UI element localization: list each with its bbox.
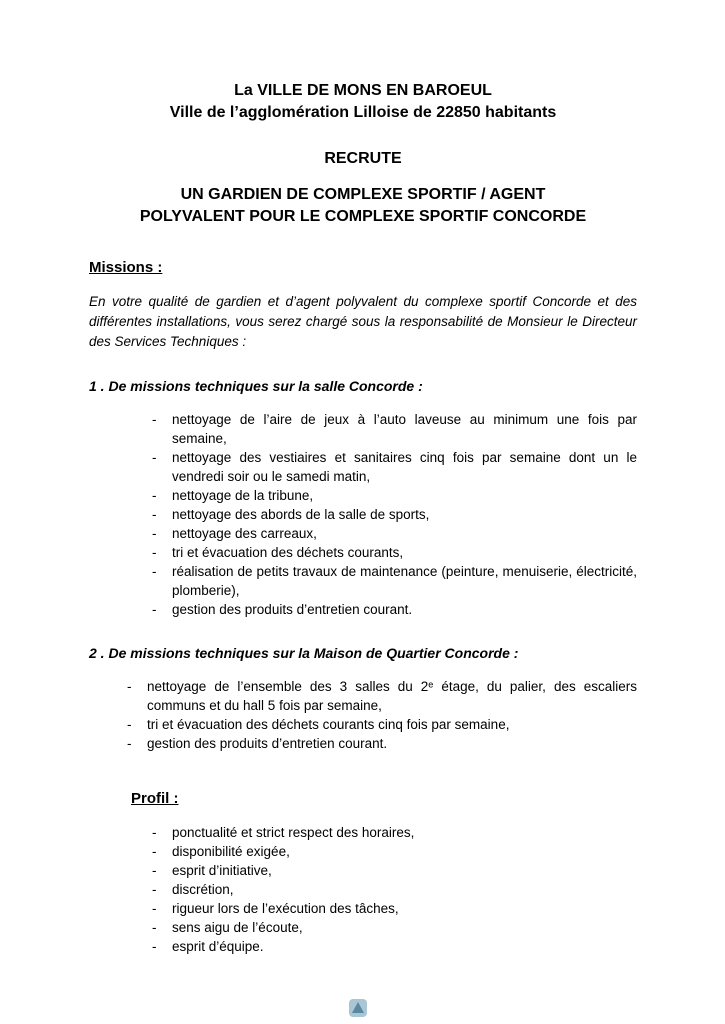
- list-item: [127, 677, 637, 715]
- profil-heading-text: Profil :: [131, 790, 179, 807]
- list-item-text: ponctualité et strict respect des horaires,: [172, 825, 415, 840]
- list-item-text: tri et évacuation des déchets courants cinq fois par semaine,: [147, 717, 510, 732]
- position-title-line1: UN GARDIEN DE COMPLEXE SPORTIF / AGENT: [180, 186, 546, 203]
- org-title: La VILLE DE MONS EN BAROEUL: [234, 82, 492, 99]
- missions-heading: [89, 258, 637, 278]
- list-item-text: réalisation de petits travaux de maintenance (peinture, menuiserie, électricité, plomberie),: [172, 564, 637, 598]
- dash-marker: -: [152, 602, 157, 617]
- list-item: [152, 410, 637, 448]
- dash-marker: -: [152, 507, 157, 522]
- list-item-text: sens aigu de l’écoute,: [172, 920, 303, 935]
- list-item: [152, 448, 637, 486]
- list-item-text: tri et évacuation des déchets courants,: [172, 545, 404, 560]
- profil-heading: [131, 789, 637, 809]
- missions-intro-paragraph: En votre qualité de gardien et d’agent polyvalent du complexe sportif Concorde et des différentes installations, vous serez chargé sous la responsabilité de Monsieur le Directeur des Services Techniques :: [89, 294, 637, 349]
- section1-title: 1 . De missions techniques sur la salle Concorde :: [89, 378, 423, 394]
- section1-list: [152, 410, 637, 619]
- list-item: [152, 842, 637, 861]
- list-item: [152, 918, 637, 937]
- list-item: [127, 715, 637, 734]
- missions-heading-text: Missions :: [89, 259, 163, 276]
- list-item: [127, 734, 637, 753]
- list-item: [152, 543, 637, 562]
- dash-marker: -: [152, 844, 157, 859]
- section2-list: [127, 677, 637, 753]
- dash-marker: -: [152, 526, 157, 541]
- document-header: [89, 80, 637, 228]
- list-item-text: nettoyage de l’ensemble des 3 salles du 2ᵉ étage, du palier, des escaliers communs et du hall 5 fois par semaine,: [147, 679, 637, 713]
- dash-marker: -: [127, 717, 132, 732]
- dash-marker: -: [152, 825, 157, 840]
- dash-marker: -: [152, 545, 157, 560]
- list-item-text: esprit d’équipe.: [172, 939, 264, 954]
- list-item-text: discrétion,: [172, 882, 234, 897]
- position-title: [89, 184, 637, 228]
- list-item-text: nettoyage des carreaux,: [172, 526, 317, 541]
- org-subtitle: Ville de l’agglomération Lilloise de 22850 habitants: [169, 104, 557, 121]
- profil-list: [152, 823, 637, 956]
- dash-marker: -: [152, 450, 157, 465]
- list-item: [152, 486, 637, 505]
- dash-marker: -: [127, 679, 132, 694]
- list-item: [152, 505, 637, 524]
- list-item-text: nettoyage de la tribune,: [172, 488, 314, 503]
- list-item-text: disponibilité exigée,: [172, 844, 290, 859]
- dash-marker: -: [152, 901, 157, 916]
- position-title-line2: POLYVALENT POUR LE COMPLEXE SPORTIF CONCORDE: [139, 208, 587, 225]
- list-item: [152, 861, 637, 880]
- list-item: [152, 524, 637, 543]
- footer-logo-icon[interactable]: [347, 996, 369, 1020]
- list-item-text: nettoyage de l’aire de jeux à l’auto laveuse au minimum une fois par semaine,: [172, 412, 637, 446]
- list-item: [152, 937, 637, 956]
- list-item-text: rigueur lors de l’exécution des tâches,: [172, 901, 399, 916]
- list-item: [152, 600, 637, 619]
- dash-marker: -: [152, 564, 157, 579]
- list-item-text: nettoyage des vestiaires et sanitaires cinq fois par semaine dont un le vendredi soir ou le samedi matin,: [172, 450, 637, 484]
- recrute-heading: RECRUTE: [324, 150, 402, 167]
- list-item: [152, 823, 637, 842]
- list-item-text: esprit d’initiative,: [172, 863, 272, 878]
- dash-marker: -: [152, 863, 157, 878]
- dash-marker: -: [127, 736, 132, 751]
- list-item-text: gestion des produits d’entretien courant.: [172, 602, 413, 617]
- list-item: [152, 562, 637, 600]
- list-item: [152, 899, 637, 918]
- list-item-text: nettoyage des abords de la salle de sports,: [172, 507, 430, 522]
- dash-marker: -: [152, 939, 157, 954]
- dash-marker: -: [152, 920, 157, 935]
- list-item: [152, 880, 637, 899]
- dash-marker: -: [152, 488, 157, 503]
- dash-marker: -: [152, 882, 157, 897]
- section2-title: 2 . De missions techniques sur la Maison de Quartier Concorde :: [89, 645, 519, 661]
- list-item-text: gestion des produits d’entretien courant.: [147, 736, 388, 751]
- dash-marker: -: [152, 412, 157, 427]
